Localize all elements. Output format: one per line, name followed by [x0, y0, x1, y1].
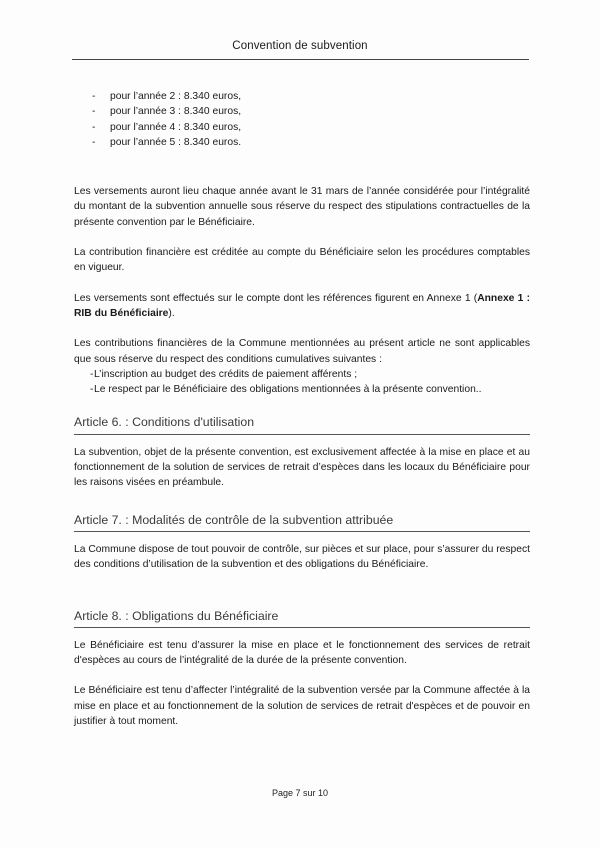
- article8-text-2: Le Bénéficiaire est tenu d’affecter l’intégralité de la subvention versée par la Commune affectée à la mise en place et au fonctionnement de la solution de services de retrait d'espèces et de pouvoir en justifier à tout moment.: [74, 685, 530, 728]
- paragraph-versements: Les versements auront lieu chaque année avant le 31 mars de l’année considérée pour l’intégralité du montant de la subvention annuelle sous réserve du respect des stipulations contractuelles de la présente convention par le Bénéficiaire.: [74, 186, 530, 228]
- article7-title: Article 7. : Modalités de contrôle de la subvention attribuée: [74, 512, 394, 527]
- article6-heading: [74, 415, 530, 434]
- paragraph-conditions: Les contributions financières de la Commune mentionnées au présent article ne sont applicables que sous réserve du respect des conditions cumulatives suivantes :: [74, 338, 530, 365]
- page-number: Page 7 sur 10: [271, 788, 329, 798]
- payment-item: - pour l’année 3 : 8.340 euros,: [74, 104, 530, 119]
- annexe-reference: Annexe 1 : RIB du Bénéficiaire: [74, 292, 530, 319]
- compte-text-end: ).: [168, 307, 175, 319]
- paragraph-contribution: La contribution financière est créditée au compte du Bénéficiaire selon les procédures comptables en vigueur.: [74, 247, 530, 274]
- condition-item: - L’inscription au budget des crédits de paiement afférents ;: [74, 367, 530, 382]
- article7-rule: [74, 531, 530, 532]
- article8-rule: [74, 627, 530, 628]
- compte-text-start: Les versements sont effectués sur le compte dont les références figurent en Annexe 1 (: [74, 292, 478, 304]
- payment-list: [74, 89, 530, 150]
- document-body: [74, 89, 530, 729]
- payment-item: - pour l’année 4 : 8.340 euros,: [74, 120, 530, 135]
- page-header-title: Convention de subvention: [232, 40, 368, 52]
- article8-title: Article 8. : Obligations du Bénéficiaire: [74, 608, 279, 623]
- article6-title: Article 6. : Conditions d'utilisation: [74, 415, 255, 430]
- article8-text-1: Le Bénéficiaire est tenu d’assurer la mise en place et le fonctionnement des services de retrait d'espèces au cours de l’intégralité de la durée de la présente convention.: [74, 639, 530, 667]
- article7-text: La Commune dispose de tout pouvoir de contrôle, sur pièces et sur place, pour s’assurer du respect des conditions d’utilisation de la subvention et des obligations du Bénéficiaire.: [74, 543, 530, 571]
- article7-heading: [74, 513, 530, 532]
- article6-text: La subvention, objet de la présente convention, est exclusivement affectée à la mise en place et au fonctionnement de la solution de services de retrait d’espèces dans les locaux du Bénéficiaire pour les raisons visées en préambule.: [74, 446, 530, 489]
- payment-item: - pour l’année 5 : 8.340 euros.: [74, 135, 530, 150]
- article6-rule: [74, 434, 530, 435]
- payment-item: - pour l’année 2 : 8.340 euros,: [74, 89, 530, 104]
- condition-item: - Le respect par le Bénéficiaire des obligations mentionnées à la présente convention..: [74, 382, 530, 397]
- header-divider: [72, 59, 529, 60]
- paragraph-compte: [74, 291, 530, 322]
- article8-heading: [74, 609, 530, 628]
- conditions-list: [74, 367, 530, 398]
